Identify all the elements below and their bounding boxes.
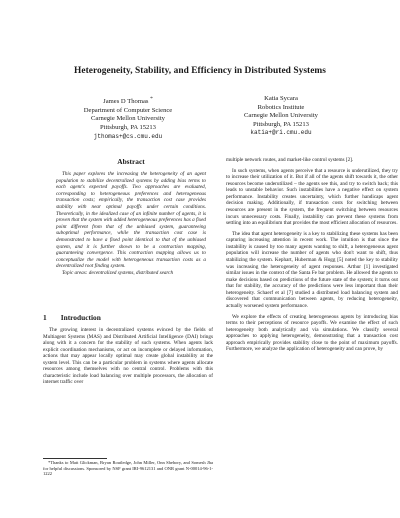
abstract-heading: Abstract [117,157,145,166]
author-block-1 [43,95,213,141]
author-name: James D Thomas [103,98,149,106]
author-city: Pittsburgh, PA 15213 [253,120,309,128]
author-department: Robotics Institute [257,103,305,111]
author-university: Carnegie Mellon University [244,112,318,120]
abstract-text: This paper explores the increasing the heterogeneity of an agent population to stabilize decentralized systems by adding bias terms to each agent's expected payoffs. Two approaches are evaluated, corresponding to heterogeneous preferences and heterogeneous transaction costs; empirically, the transaction cost case provides stability with near optimal payoffs under certain conditions. Theoretically, in the idealized case of an infinite number of agents, it is proven that the system with added heterogeneous preferences has a fixed point different from that of the unbiased system, guaranteeing suboptimal performance, while the transaction cost case is demonstrated to have a fixed point identical to that of the unbiased system, and it is further shown to be a contraction mapping, guaranteeing convergence. This contraction mapping allows us to conceptualize the model with heterogeneous transaction costs as a decentralized root finding system. [56,171,206,270]
introduction-body [43,327,213,386]
section-heading [43,313,101,322]
author-department: Department of Computer Science [83,106,173,114]
footnote-text: *Thanks to Matt Glickman, Bryan Routledge, John Miller, Onn Shehory, and Somesh Jha for helpful discussions. Sponsored by NSF grant IRI-9612131 and ONR grant N-00014-96-1-1222 [43,460,213,477]
footnote [43,460,213,477]
right-paragraph: We explore the effects of creating heterogeneous agents by introducing bias terms to their perceptions of resource payoffs. We examine the effect of such heterogeneity both analytically and via simulations. We classify several approaches to applying heterogeneity, demonstrating that a transaction cost approach empirically provides stability close to the point of maximum payoffs. Furthermore, we analyze the application of heterogeneity and can prove, by [226,313,398,353]
right-column [226,157,398,353]
author-footnote-mark: * [150,96,153,102]
intro-paragraph: The growing interest in decentralized systems evinced by the fields of Multiagent Systems (MAS) and Distributed Artificial Intelligence (DAI) brings along with it a concern for the stability of such systems. When agents lack explicit coordination mechanisms, or act on incomplete or delayed information, actions that may appear locally optimal may create global instability at the system level. This can be a particular problem in systems where agents allocate resources among themselves with no central control. Problems with this characteristic include load balancing over multiple processors, the allocation of internet traffic over [43,327,213,386]
section-number: 1 [43,313,47,322]
right-paragraph: In such systems, when agents perceive that a resource is underutilized, they try to increase their utilization of it. But if all of the agents shift towards it, the other resources become underutilized – the agents see this, and try to switch back; this leads to unstable behavior. Such instabilities have a negative effect on system performance. Instability creates uncertainty, which further handicaps agent decision making. Additionally, if transaction costs for switching between resources are present in the system, the frequent switching between resources incurs unnecessary costs. Finally, instability can prevent these systems from settling into an equilibrium that provides the most efficient allocation of resources. [226,167,398,227]
right-paragraph: multiple network routes, and market-like control systems [2]. [226,157,354,163]
abstract-body [56,171,206,277]
author-name: Katia Sycara [264,95,298,102]
author-email: katia+@ri.cmu.edu [250,129,312,137]
author-city: Pittsburgh, PA 15213 [100,123,156,131]
footnote-rule [43,458,107,459]
paper-title: Heterogeneity, Stability, and Efficiency in Distributed Systems [74,66,326,76]
section-title: Introduction [60,313,101,322]
author-email: jthomas+@cs.cmu.edu [93,132,163,140]
author-university: Carnegie Mellon University [91,115,165,123]
topic-areas: Topic areas: decentralized systems, distributed search [62,269,174,276]
right-paragraph: The idea that agent heterogeneity is a key to stabilizing these systems has been capturing increasing attention in recent work. The intuition is that since the instability is caused by too many agents wanting to shift, a heterogeneous agent population will increase the number of agents who don't want to shift, thus stabilizing the system. Kephart, Huberman & Hogg [5] noted the key to stability was increasing the heterogeneity of agent responses. Arthur [1] investigated similar issues in the context of the Santa Fe bar problem. He allowed the agents to make decisions based on predictions of the future state of the system; it turns out that for stability, the accuracy of the predictions were less important than their heterogeneity. Schaerf et al [7] studied a distributed load balancing system and discovered that communication between agents, by reducing heterogeneity, actually worsened system performance. [226,230,398,309]
author-block-2 [196,95,366,138]
